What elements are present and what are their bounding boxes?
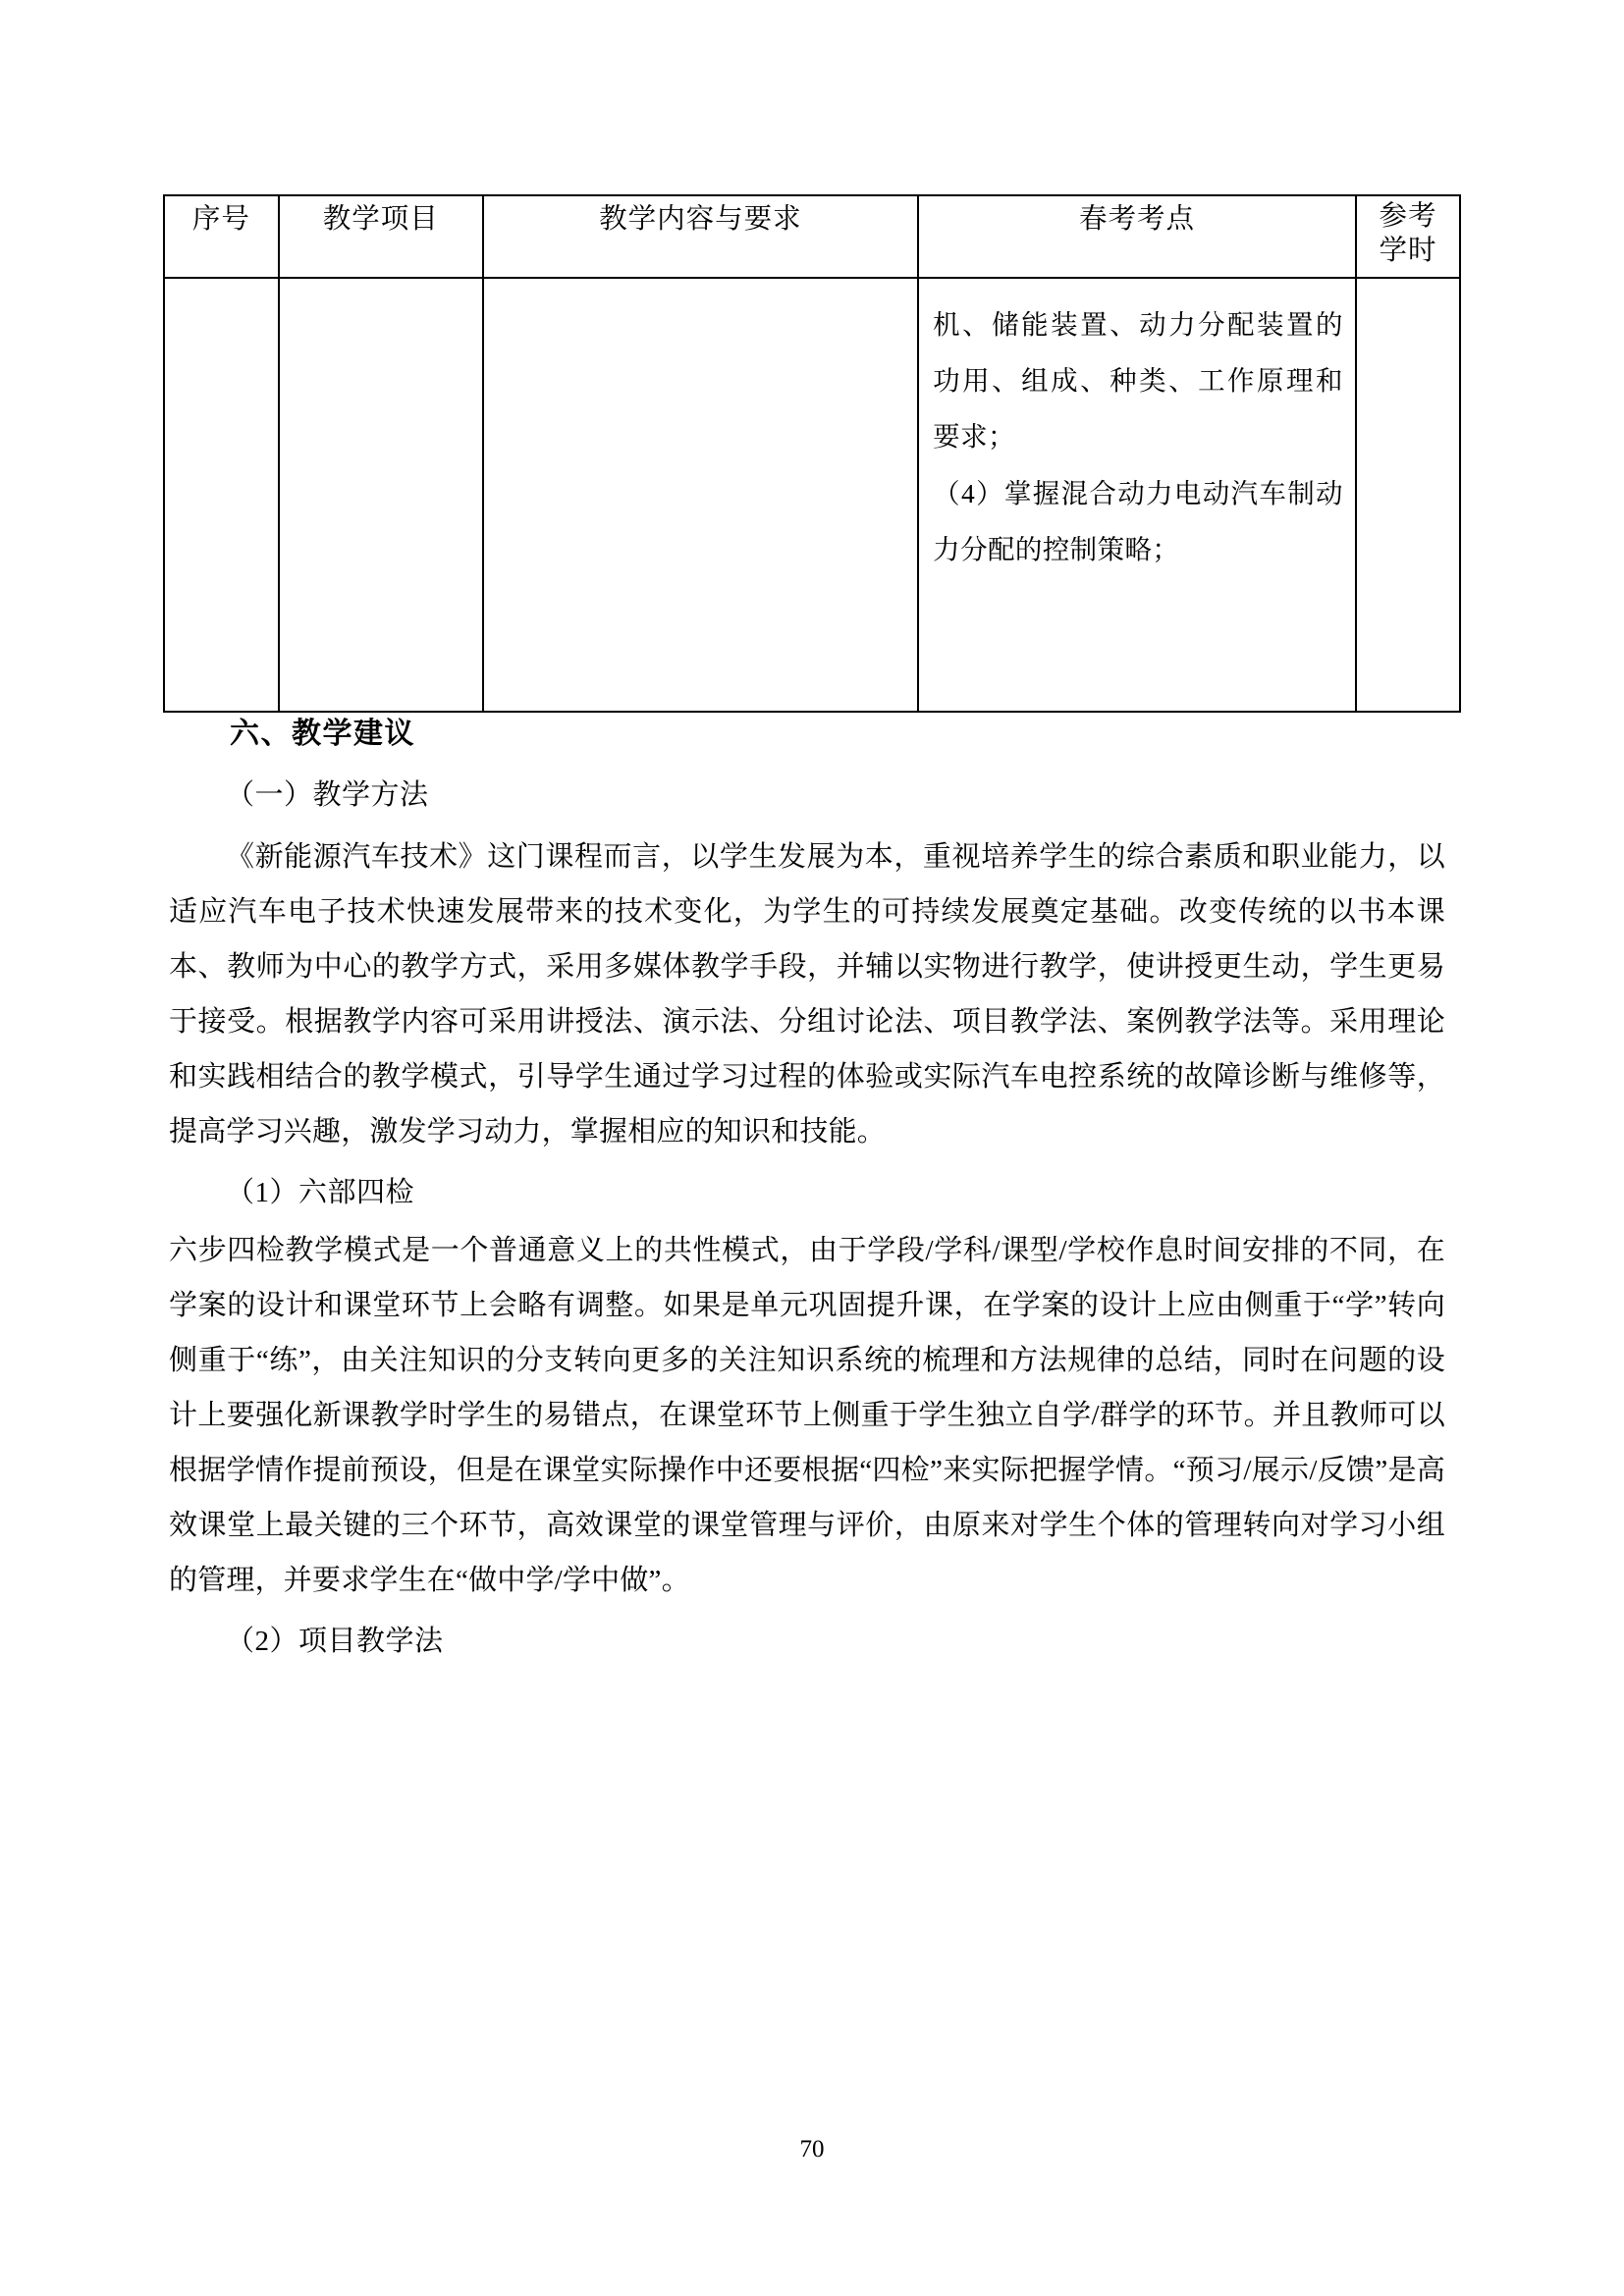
list-item-label-six-step-four-check: （1）六部四检 — [226, 1176, 415, 1208]
cell-exam-point-line2: （4）掌握混合动力电动汽车制动力分配的控制策略； — [933, 477, 1343, 564]
table-header-hours-line1: 参考 — [1379, 201, 1437, 232]
table-header-exam-point: 春考考点 — [918, 195, 1356, 278]
paragraph-six-step-four-check: 六步四检教学模式是一个普通意义上的共性模式，由于学段/学科/课型/学校作息时间安排的不同，在学案的设计和课堂环节上会略有调整。如果是单元巩固提升课，在学案的设计上应由侧重于“学”转向侧重于“练”，由关注知识的分支转向更多的关注知识系统的梳理和方法规律的总结，同时在问题的设计上要强化新课教学时学生的易错点，在课堂环节上侧重于学生独立自学/群学的环节。并且教师可以根据学情作提前预设，但是在课堂实际操作中还要根据“四检”来实际把握学情。“预习/展示/反馈”是高效课堂上最关键的三个环节，高效课堂的课堂管理与评价，由原来对学生个体的管理转向对学习小组的管理，并要求学生在“做中学/学中做”。 — [169, 1234, 1445, 1596]
cell-content — [483, 278, 919, 712]
table-header-hours-line2: 学时 — [1379, 235, 1437, 266]
cell-hours — [1356, 278, 1460, 712]
table-header-no: 序号 — [164, 195, 279, 278]
table-row — [164, 278, 1460, 712]
subsection-heading-teaching-methods: （一）教学方法 — [226, 779, 429, 811]
table-header-row — [164, 195, 1460, 278]
table-header-project: 教学项目 — [279, 195, 483, 278]
paragraph-teaching-methods: 《新能源汽车技术》这门课程而言，以学生发展为本，重视培养学生的综合素质和职业能力，以适应汽车电子技术快速发展带来的技术变化，为学生的可持续发展奠定基础。改变传统的以书本课本、教师为中心的教学方式，采用多媒体教学手段，并辅以实物进行教学，使讲授更生动，学生更易于接受。根据教学内容可采用讲授法、演示法、分组讨论法、项目教学法、案例教学法等。采用理论和实践相结合的教学模式，引导学生通过学习过程的体验或实际汽车电控系统的故障诊断与维修等，提高学习兴趣，激发学习动力，掌握相应的知识和技能。 — [169, 840, 1445, 1148]
page-number: 70 — [799, 2136, 825, 2163]
course-plan-table-wrapper — [163, 194, 1461, 713]
table-header-content: 教学内容与要求 — [483, 195, 919, 278]
course-plan-table — [163, 194, 1461, 713]
cell-no — [164, 278, 279, 712]
table-body — [164, 278, 1460, 712]
cell-exam-point-line1: 机、储能装置、动力分配装置的功用、组成、种类、工作原理和要求； — [933, 309, 1343, 453]
cell-project — [279, 278, 483, 712]
list-item-label-project-teaching-method: （2）项目教学法 — [226, 1625, 444, 1657]
cell-exam-point — [918, 278, 1356, 712]
table-header-hours — [1356, 195, 1460, 278]
section-heading-teaching-suggestions: 六、教学建议 — [230, 718, 415, 750]
document-body — [169, 711, 1445, 1673]
